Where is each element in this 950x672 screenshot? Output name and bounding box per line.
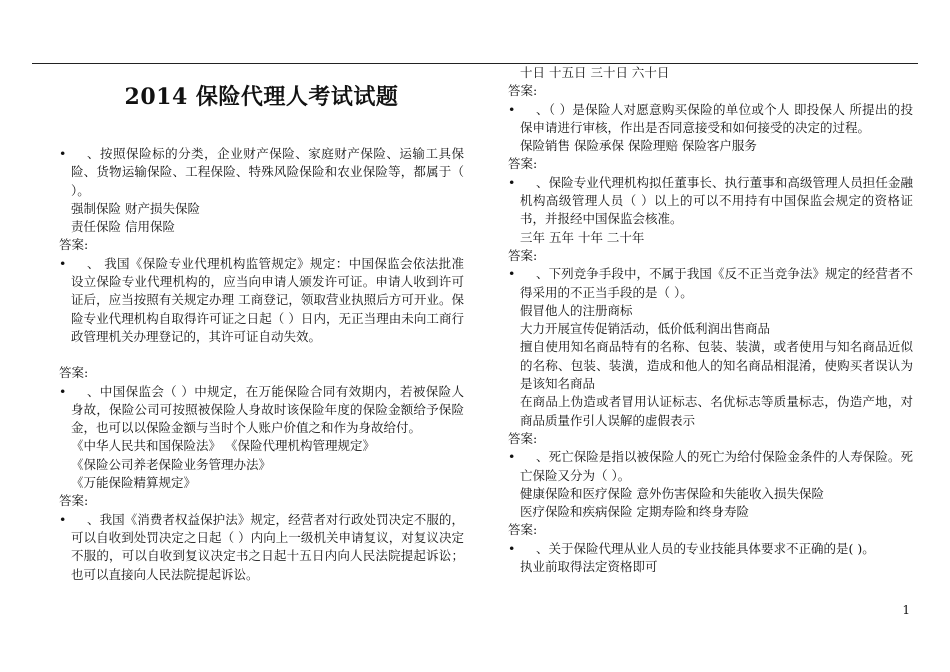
bullet-icon: • [508, 266, 516, 282]
option-line: 健康保险和医疗保险 意外伤害保险和失能收入损失保险 [520, 485, 824, 501]
question-3 [59, 383, 464, 511]
question-text: 、保险专业代理机构拟任董事长、执行董事和高级管理人员担任金融机构高级管理人员（ ）以上的可以不用持有中国保监会规定的资格证书，并报经中国保监会核准。 [520, 174, 913, 227]
option-line: 擅自使用知名商品特有的名称、包装、装潢，或者使用与知名商品近似的名称、包装、装潢，造成和他人的知名商品相混淆，使购买者误认为是该知名商品 [520, 339, 913, 392]
option-line: 十日 十五日 三十日 六十日 [520, 65, 670, 80]
option-line: 强制保险 财产损失保险 [71, 200, 200, 216]
option-line: 三年 五年 十年 二十年 [520, 229, 645, 245]
option-line: 假冒他人的注册商标 [520, 302, 633, 318]
right-column [508, 64, 913, 576]
question-text: 、死亡保险是指以被保险人的死亡为给付保险金条件的人寿保险。死亡保险又分为（ ）。 [520, 449, 913, 483]
question-text: 、（ ）是保险人对愿意购买保险的单位或个人 即投保人 所提出的投保申请进行审核，作出是否同意接受和如何接受的决定的过程。 [520, 101, 913, 135]
option-line: 《保险公司养老保险业务管理办法》 [71, 456, 272, 472]
left-column [59, 82, 464, 584]
question-4 [59, 511, 464, 584]
question-5 [508, 101, 913, 174]
option-line: 《中华人民共和国保险法》 《保险代理机构管理规定》 [71, 438, 375, 454]
bullet-icon: • [59, 511, 67, 527]
question-9 [508, 540, 913, 577]
question-text: 、 我国《保险专业代理机构监管规定》规定：中国保监会依法批准设立保险专业代理机构的，应当向申请人颁发许可证。申请人收到许可证后，应当按照有关规定办理 工商登记，领取营业执照后方可开业。保险专业代理机构自取得许可证之日起（ ）日内，无正当理由未向工商行政管理机关办理登记的，其许可证自动失效。 [71, 255, 464, 344]
question-8 [508, 448, 913, 539]
answer-label: 答案: [59, 493, 89, 509]
question-text: 、按照保险标的分类，企业财产保险、家庭财产保险、运输工具保险、货物运输保险、工程保险、特殊风险保险和农业保险等，都属于（ ）。 [71, 146, 464, 198]
option-line: 《万能保险精算规定》 [71, 475, 197, 491]
answer-label: 答案: [59, 237, 89, 253]
bullet-icon: • [508, 174, 516, 190]
bullet-icon: • [508, 101, 516, 117]
bullet-icon: • [59, 383, 67, 399]
page-title: 2014 保险代理人考试试题 [124, 84, 399, 110]
question-text: 、我国《消费者权益保护法》规定，经营者对行政处罚决定不服的，可以自收到处罚决定之日起（ ）内向上一级机关申请复议，对复议决定不服的，可以自收到复议决定书之日起十五日内向人民法院提起诉讼；也可以直接向人民法院提起诉讼。 [71, 511, 464, 582]
question-6 [508, 174, 913, 265]
answer-label: 答案: [508, 83, 538, 99]
option-line: 责任保险 信用保险 [71, 219, 175, 235]
answer-label: 答案: [59, 365, 89, 381]
bullet-icon: • [59, 255, 67, 271]
bullet-icon: • [508, 540, 516, 556]
question-text: 、下列竞争手段中，不属于我国《反不正当竞争法》规定的经营者不得采用的不正当手段的是（ ）。 [520, 266, 913, 300]
answer-label: 答案: [508, 430, 538, 446]
question-2 [59, 255, 464, 383]
option-line: 大力开展宣传促销活动，低价低利润出售商品 [520, 321, 771, 337]
answer-label: 答案: [508, 522, 538, 538]
bullet-icon: • [508, 449, 516, 465]
option-line: 保险销售 保险承保 保险理赔 保险客户服务 [520, 138, 757, 154]
page-number: 1 [902, 603, 910, 617]
option-line: 医疗保险和疾病保险 定期寿险和终身寿险 [520, 504, 749, 520]
option-line: 在商品上伪造或者冒用认证标志、名优标志等质量标志，伪造产地，对商品质量作引人误解的虚假表示 [520, 394, 913, 428]
question-text: 、中国保监会（ ）中规定，在万能保险合同有效期内，若被保险人身故，保险公司可按照被保险人身故时该保险年度的保险金额给予保险金，也可以以保险金额与当时个人账户价值之和作为身故给付。 [71, 383, 464, 436]
option-line: 执业前取得法定资格即可 [520, 559, 658, 575]
bullet-icon: • [59, 146, 67, 161]
answer-label: 答案: [508, 247, 538, 263]
question-7 [508, 265, 913, 448]
question-1 [59, 145, 464, 255]
question-text: 、关于保险代理从业人员的专业技能具体要求不正确的是( )。 [536, 540, 875, 556]
answer-label: 答案: [508, 156, 538, 172]
